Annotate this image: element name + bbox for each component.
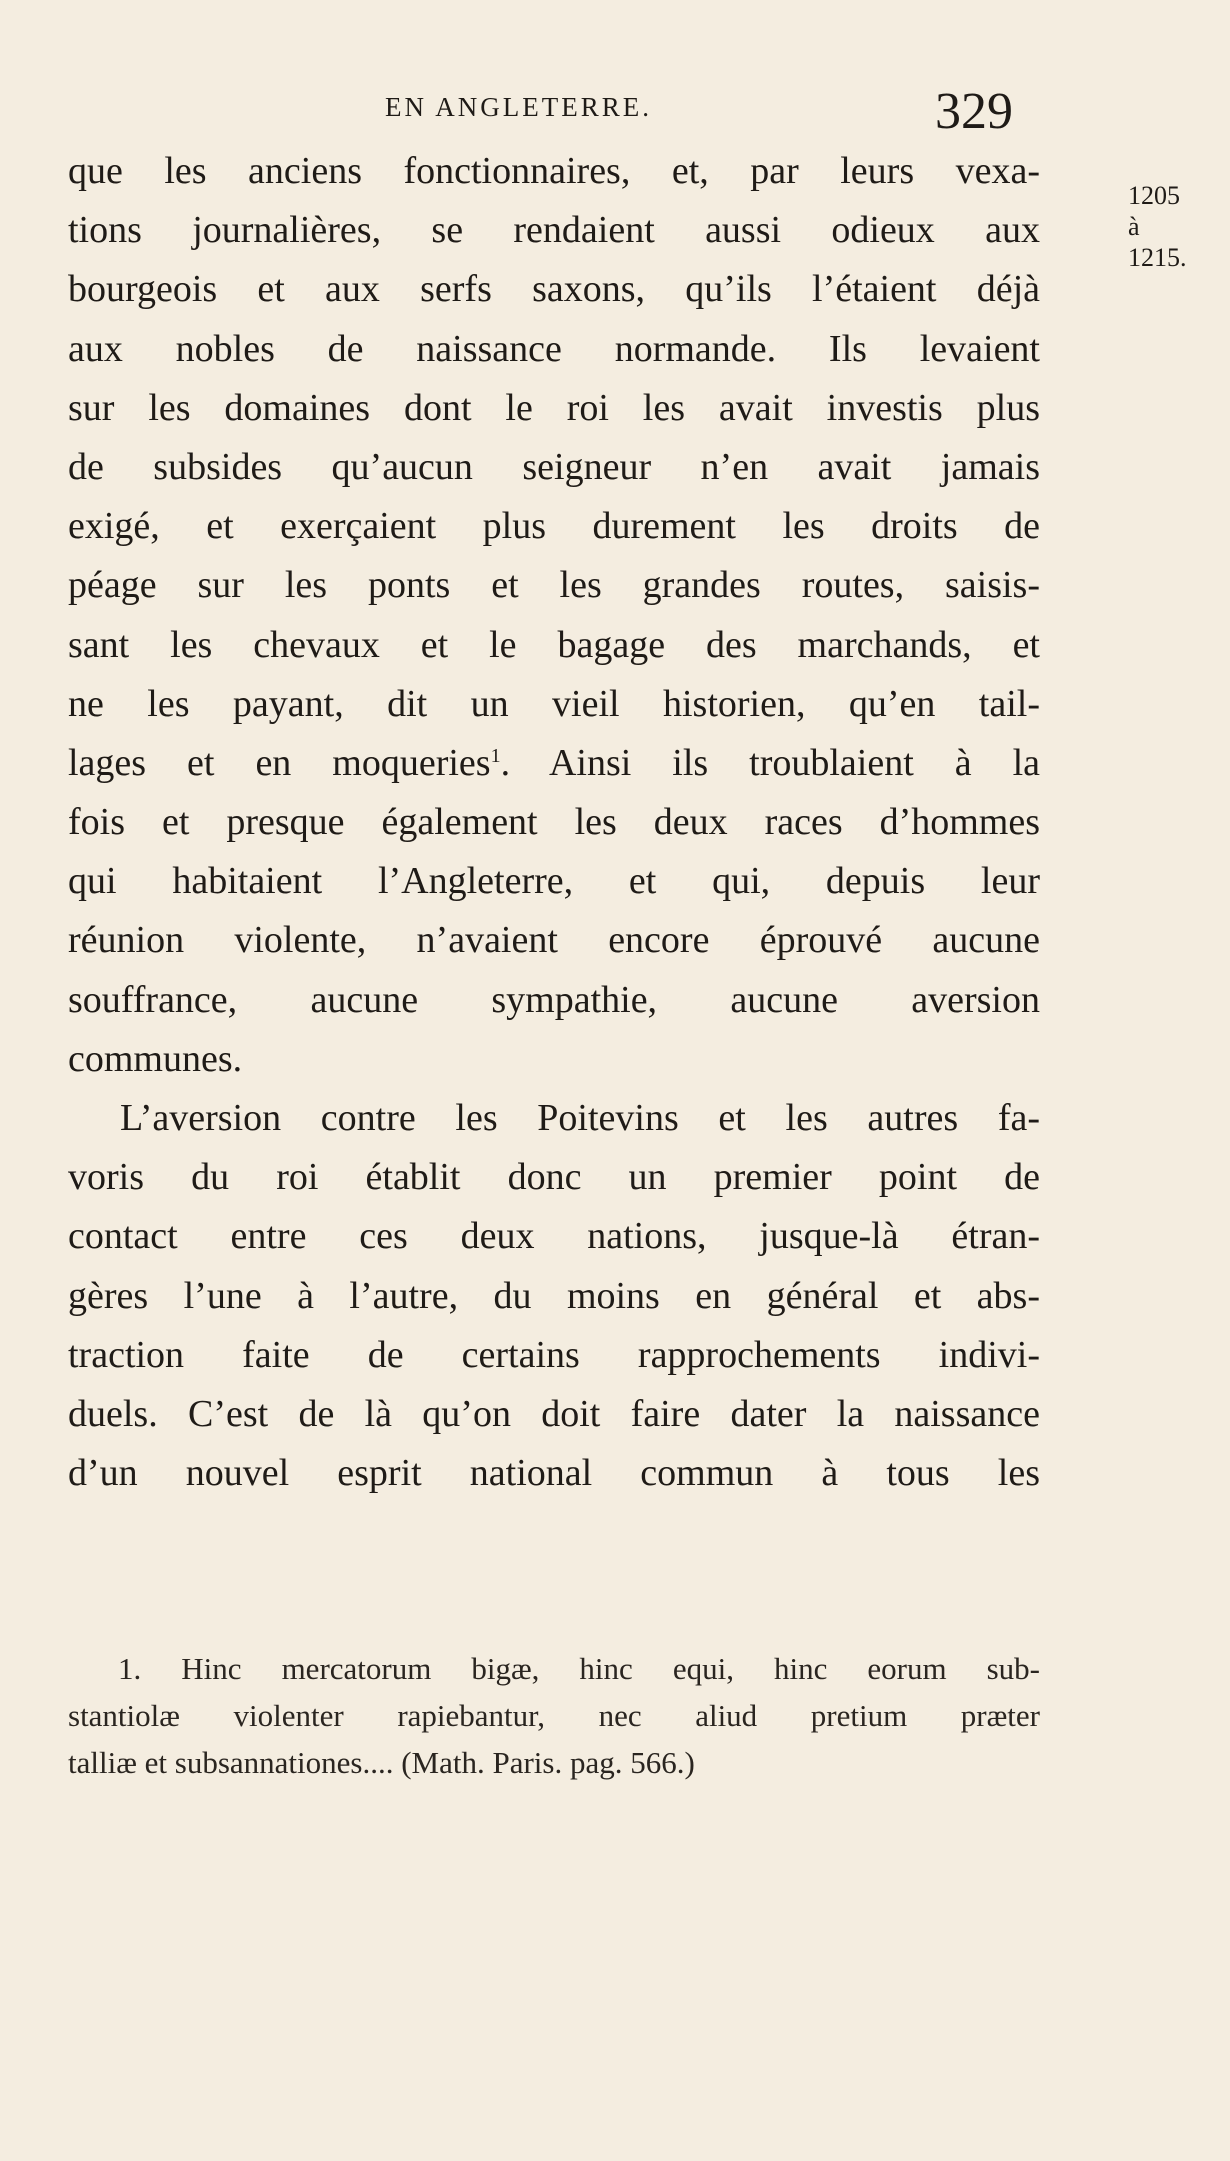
text-line: de subsides qu’aucun seigneur n’en avait jamais	[68, 445, 1040, 488]
text-line: voris du roi établit donc un premier point de	[68, 1156, 1040, 1199]
text-line: sur les domaines dont le roi les avait investis plus	[68, 386, 1040, 429]
text-line: tions journalières, se rendaient aussi odieux aux	[68, 209, 1040, 252]
text-line: péage sur les ponts et les grandes routes, saisis-	[68, 564, 1040, 607]
text-line: que les anciens fonctionnaires, et, par leurs vexa-	[68, 150, 1040, 192]
text-line: d’un nouvel esprit national commun à tous les	[68, 1452, 1040, 1495]
text-segment: . Ainsi ils troublaient à la	[500, 741, 1040, 784]
text-line: souffrance, aucune sympathie, aucune aversion	[68, 978, 1040, 1021]
text-segment: lages et en moqueries	[68, 741, 491, 784]
page-number: 329	[935, 83, 1013, 140]
text-line: contact entre ces deux nations, jusque-là étran-	[68, 1215, 1040, 1258]
running-head: EN ANGLETERRE.	[385, 92, 652, 122]
margin-note-line: 1215.	[1128, 243, 1187, 273]
text-line: fois et presque également les deux races d’hommes	[68, 801, 1040, 844]
text-line: duels. C’est de là qu’on doit faire dater la naissance	[68, 1392, 1040, 1435]
text-line: traction faite de certains rapprochements indivi-	[68, 1333, 1040, 1376]
text-line: réunion violente, n’avaient encore éprouvé aucune	[68, 919, 1040, 962]
text-line: bourgeois et aux serfs saxons, qu’ils l’étaient déjà	[68, 268, 1040, 311]
footnote	[68, 1645, 1040, 1786]
text-line: aux nobles de naissance normande. Ils levaient	[68, 327, 1040, 370]
footnote-line: 1. Hinc mercatorum bigæ, hinc equi, hinc eorum sub-	[118, 1651, 1040, 1686]
text-line: exigé, et exerçaient plus durement les droits de	[68, 505, 1040, 548]
footnote-line: stantiolæ violenter rapiebantur, nec aliud pretium præter	[68, 1698, 1040, 1733]
text-line: gères l’une à l’autre, du moins en général et abs-	[68, 1274, 1040, 1317]
footnote-reference: 1	[490, 744, 501, 767]
margin-note-line: à	[1128, 212, 1140, 242]
margin-note-line: 1205	[1128, 181, 1180, 210]
text-line: qui habitaient l’Angleterre, et qui, depuis leur	[68, 860, 1040, 903]
page-header	[0, 82, 1230, 142]
text-line: L’aversion contre les Poitevins et les autres fa-	[120, 1097, 1040, 1139]
text-line: sant les chevaux et le bagage des marchands, et	[68, 623, 1040, 666]
text-line-with-footnote-ref	[68, 734, 1040, 793]
footnote-line: talliæ et subsannationes.... (Math. Paris. pag. 566.)	[68, 1745, 695, 1780]
margin-date-note	[1128, 180, 1228, 274]
text-line: communes.	[68, 1037, 243, 1080]
text-line: ne les payant, dit un vieil historien, qu’en tail-	[68, 682, 1040, 725]
body-text	[68, 142, 1040, 1503]
